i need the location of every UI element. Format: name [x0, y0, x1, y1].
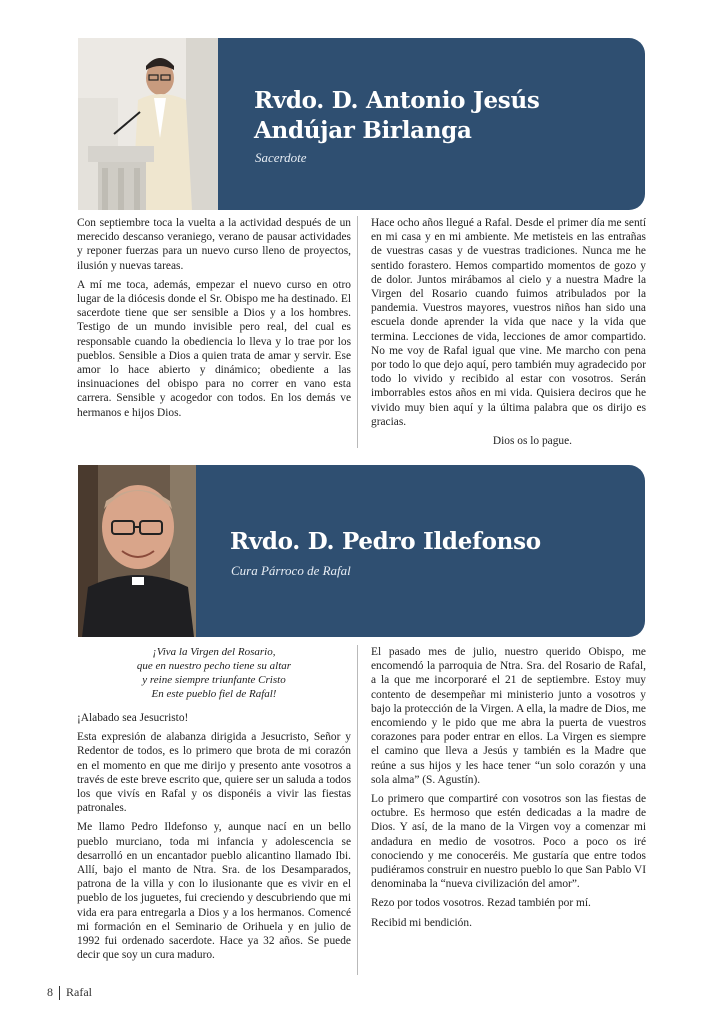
poem-line: En este pueblo fiel de Rafal!	[151, 688, 277, 700]
column-divider	[357, 645, 358, 975]
publication-name: Rafal	[66, 985, 92, 999]
paragraph: Rezo por todos vosotros. Rezad también por mí.	[371, 897, 591, 910]
article2-author-role: Cura Párroco de Rafal	[231, 563, 351, 578]
paragraph: A mí me toca, además, empezar el nuevo curso en otro lugar de la diócesis donde el Sr. Obispo me ha destinado. El sacerdote tiene que ser sensible a Dios y a los hombres. Testigo de un mundo invisible pero real, del cual es responsable cuando la obediencia lo lleva y lo trae por los pueblos. Sensible a Dios a quien trata de amar y servir. Ese amor lo hace abierto y dinámico; obediente a las insinuaciones del obispo para no correr en vano esta carrera. Sensible y acogedor con todos. En los demás ve hermanos e hijos Dios.	[77, 278, 351, 419]
paragraph: Lo primero que compartiré con vosotros son las fiestas de octubre. Es hermoso que estén dedicadas a la madre de Dios. Y así, de la mano de la Virgen voy a comenzar mi andadura en medio de vosotros. Poco a poco os iré conociendo y me conoceréis. Me gustaría que entre todos pudiéramos construir en nuestro pueblo lo que San Pablo VI denominaba la “nueva civilización del amor”.	[371, 793, 646, 891]
poem-line: y reine siempre triunfante Cristo	[142, 674, 286, 686]
paragraph: Me llamo Pedro Ildefonso y, aunque nací en un bello pueblo murciano, toda mi infancia y adolescencia se desarrolló en un encantador pueblo alicantino llamado Ibi. Allí, bajo el manto de Ntra. Sra. de los Desamparados, patrona de la villa y con lo ilusionante que es vivir en el pueblo de los juguetes, fui creciendo y descubriendo que mi vida era para entregarla a Dios y a los hermanos. Comencé mi formación en el Seminario de Orihuela y en julio de 1992 fui ordenado sacerdote. Hace ya 32 años. Se puede decir que soy un cura maduro.	[77, 821, 351, 962]
article1-header-banner	[78, 38, 645, 210]
article2-poem	[77, 645, 351, 701]
priest-portrait-photo	[78, 465, 196, 637]
paragraph: Esta expresión de alabanza dirigida a Jesucristo, Señor y Redentor de todos, es lo primero que brota de mi corazón en el momento en que me dirijo y presento ante vosotros a través de este breve escrito que, quiere ser un saluda a todos los que vivís en Rafal y os disponéis a vivir las fiestas patronales.	[77, 731, 351, 815]
paragraph: Con septiembre toca la vuelta a la actividad después de un merecido descanso veraniego, verano de pausar actividades y reponer fuerzas para un nuevo curso lleno de proyectos, ilusión y nuevas tareas.	[77, 217, 351, 272]
article1-signoff: Dios os lo pague.	[492, 435, 572, 448]
article1-author-role: Sacerdote	[255, 150, 307, 165]
article2-header-banner	[78, 465, 645, 637]
article2-left-column	[77, 645, 351, 967]
article1-right-column	[371, 216, 646, 453]
poem-line: que en nuestro pecho tiene su altar	[136, 660, 292, 672]
article1-author-name: Rvdo. D. Antonio Jesús Andújar Birlanga	[254, 87, 540, 144]
priest-at-lectern-photo	[78, 38, 218, 210]
page-number: 8	[47, 985, 53, 999]
article1-left-column	[77, 216, 351, 425]
paragraph: Hace ocho años llegué a Rafal. Desde el primer día me sentí en mi casa y en mi ambiente. Me metisteis en las entrañas de vuestras casas y de vuestras tradiciones. Nunca me he sentido forastero. Hemos compartido momentos de gozo y de dolor. Juntos mirábamos al cielo y a nuestra Madre la Virgen del Rosario cuando fuimos atribulados por la pandemia. Vuestros mayores, vuestros niños han sido una escuela donde aprender la vida que nace y la vida que termina. Lecciones de vida, lecciones de amor compartido. No me voy de Rafal igual que vine. Me marcho con pena por todo lo que dejo aquí, pero también muy agradecido por todo lo vivido y recibido al estar con vosotros. Serán imborrables estos años en mi vida. Quisiera deciros que he vivido muy bien aquí y la última palabra que os dirijo es gracias.	[371, 217, 646, 428]
paragraph: ¡Alabado sea Jesucristo!	[77, 712, 189, 724]
paragraph: El pasado mes de julio, nuestro querido Obispo, me encomendó la parroquia de Ntra. Sra. del Rosario de Rafal, a la que me incorporaré el 21 de septiembre. Estoy muy contento de desempeñar mi ministerio junto a vosotros y bajo la protección de la Virgen. A ella, la madre de Dios, me encomiendo y le pido que me abra la puerta de vuestros corazones para poder entrar en ellos. La Virgen es siempre el camino que lleva a Jesús y también es la Madre que reúne a sus hijos y les hace tener “un solo corazón y una sola alma” (S. Agustín).	[371, 646, 646, 786]
paragraph: Recibid mi bendición.	[371, 916, 472, 929]
poem-line: ¡Viva la Virgen del Rosario,	[152, 646, 276, 658]
article2-right-column	[371, 645, 646, 935]
column-divider	[357, 216, 358, 448]
article2-author-name: Rvdo. D. Pedro Ildefonso	[230, 528, 541, 555]
page-footer	[47, 985, 92, 1000]
footer-divider	[59, 986, 60, 1000]
